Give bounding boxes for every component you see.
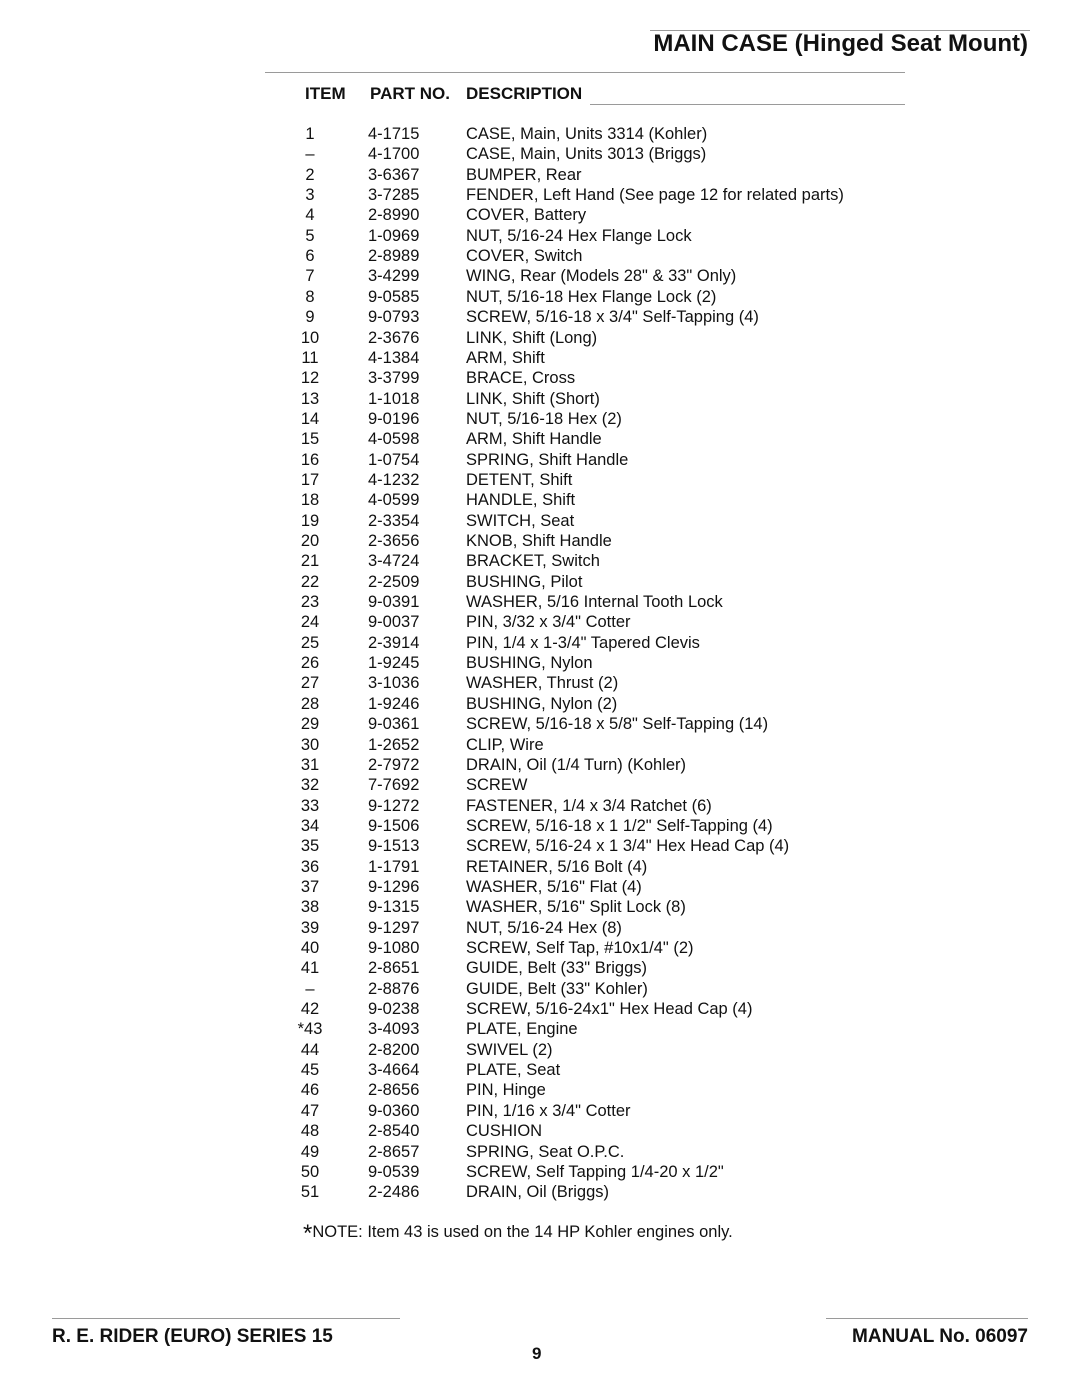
part-number: 1-0754 <box>368 450 420 469</box>
part-number: 2-8540 <box>368 1122 420 1141</box>
table-row <box>0 958 1080 978</box>
item-number: 50 <box>300 1162 320 1181</box>
item-number: 36 <box>300 857 320 876</box>
column-header-description: DESCRIPTION <box>466 84 583 103</box>
table-row <box>0 673 1080 693</box>
item-number: 46 <box>300 1081 320 1100</box>
part-description: PIN, 3/32 x 3/4" Cotter <box>466 613 631 632</box>
table-row <box>0 592 1080 612</box>
item-number: 22 <box>300 572 320 591</box>
item-number: 11 <box>301 348 319 367</box>
part-description: PIN, Hinge <box>466 1081 546 1100</box>
table-row <box>0 775 1080 795</box>
table-row <box>0 165 1080 185</box>
part-number: 9-1296 <box>368 877 420 896</box>
item-number: 45 <box>300 1061 320 1080</box>
part-description: SCREW, 5/16-18 x 5/8" Self-Tapping (14) <box>466 715 769 734</box>
table-row <box>0 511 1080 531</box>
table-row <box>0 735 1080 755</box>
part-description: BUSHING, Pilot <box>466 572 583 591</box>
item-number: 18 <box>300 491 320 510</box>
item-number: 33 <box>300 796 320 815</box>
table-row <box>0 226 1080 246</box>
item-number: 7 <box>305 267 315 286</box>
part-number: 3-4724 <box>368 552 420 571</box>
item-number: 6 <box>305 247 315 266</box>
table-row <box>0 470 1080 490</box>
part-number: 2-2486 <box>368 1183 420 1202</box>
item-number: 44 <box>300 1040 320 1059</box>
item-number: 28 <box>300 694 320 713</box>
item-number: 39 <box>300 918 320 937</box>
part-description: SPRING, Seat O.P.C. <box>466 1142 625 1161</box>
part-description: BUSHING, Nylon (2) <box>466 694 618 713</box>
part-description: NUT, 5/16-24 Hex (8) <box>466 918 622 937</box>
table-row <box>0 1121 1080 1141</box>
table-row <box>0 918 1080 938</box>
column-header-item: ITEM <box>305 84 346 103</box>
table-row <box>0 551 1080 571</box>
part-description: BRACE, Cross <box>466 369 576 388</box>
item-number: 1 <box>305 125 315 143</box>
column-headers <box>0 84 1080 106</box>
table-row <box>0 368 1080 388</box>
table-row <box>0 755 1080 775</box>
part-description: WASHER, Thrust (2) <box>466 674 619 693</box>
item-number: *43 <box>297 1020 323 1039</box>
part-description: NUT, 5/16-18 Hex (2) <box>466 409 622 428</box>
part-description: LINK, Shift (Short) <box>466 389 600 408</box>
table-row <box>0 694 1080 714</box>
part-description: NUT, 5/16-24 Hex Flange Lock <box>466 226 692 245</box>
part-number: 9-0391 <box>368 593 420 612</box>
table-row <box>0 144 1080 164</box>
part-description: HANDLE, Shift <box>466 491 576 510</box>
part-description: WING, Rear (Models 28" & 33" Only) <box>466 267 737 286</box>
item-number: 12 <box>300 369 320 388</box>
part-number: 9-0360 <box>368 1101 420 1120</box>
part-number: 2-8990 <box>368 206 420 225</box>
item-number: 3 <box>305 186 315 205</box>
item-number: 26 <box>300 654 320 673</box>
footer-rule-left <box>52 1318 400 1319</box>
footer-manual-number: MANUAL No. 06097 <box>852 1326 1028 1347</box>
item-number: 48 <box>300 1122 320 1141</box>
part-number: 3-4093 <box>368 1020 420 1039</box>
part-number: 9-1080 <box>368 939 420 957</box>
part-number: 2-8876 <box>368 979 420 998</box>
part-description: BRACKET, Switch <box>466 552 600 571</box>
table-row <box>0 246 1080 266</box>
item-number: 19 <box>300 511 320 530</box>
table-row <box>0 531 1080 551</box>
item-number: – <box>305 145 315 164</box>
table-row <box>0 796 1080 816</box>
table-row <box>0 124 1080 144</box>
item-number: 51 <box>300 1183 320 1202</box>
item-number: 30 <box>300 735 320 754</box>
table-row <box>0 897 1080 917</box>
table-row <box>0 409 1080 429</box>
part-number: 9-0361 <box>368 715 420 734</box>
item-number: 35 <box>300 837 320 856</box>
part-description: SCREW, 5/16-24x1" Hex Head Cap (4) <box>466 1000 753 1019</box>
part-description: CASE, Main, Units 3314 (Kohler) <box>466 125 708 143</box>
part-number: 1-1791 <box>368 857 420 876</box>
part-number: 9-0238 <box>368 1000 420 1019</box>
item-number: 16 <box>300 450 320 469</box>
item-number: 32 <box>300 776 320 795</box>
part-description: FASTENER, 1/4 x 3/4 Ratchet (6) <box>466 796 712 815</box>
part-number: 9-1513 <box>368 837 420 856</box>
table-row <box>0 328 1080 348</box>
item-number: – <box>305 979 315 998</box>
item-number: 25 <box>300 633 320 652</box>
table-row <box>0 1182 1080 1202</box>
part-number: 3-3799 <box>368 369 420 388</box>
part-number: 9-0037 <box>368 613 420 632</box>
item-number: 8 <box>305 287 315 306</box>
table-row <box>0 836 1080 856</box>
part-number: 1-9246 <box>368 694 420 713</box>
item-number: 49 <box>300 1142 320 1161</box>
table-row <box>0 205 1080 225</box>
part-description: CUSHION <box>466 1122 543 1141</box>
part-number: 4-1715 <box>368 125 420 143</box>
table-row <box>0 1040 1080 1060</box>
table-row <box>0 1080 1080 1100</box>
part-description: RETAINER, 5/16 Bolt (4) <box>466 857 648 876</box>
part-number: 1-0969 <box>368 226 420 245</box>
part-description: SPRING, Shift Handle <box>466 450 629 469</box>
page-number: 9 <box>532 1344 542 1363</box>
part-description: GUIDE, Belt (33" Kohler) <box>466 979 648 998</box>
table-row <box>0 429 1080 449</box>
part-description: COVER, Switch <box>466 247 583 266</box>
item-number: 9 <box>305 308 315 327</box>
part-number: 3-1036 <box>368 674 420 693</box>
part-description: SCREW, 5/16-18 x 1 1/2" Self-Tapping (4) <box>466 816 773 835</box>
part-number: 4-0598 <box>368 430 420 449</box>
table-row <box>0 633 1080 653</box>
table-row <box>0 1162 1080 1182</box>
table-row <box>0 857 1080 877</box>
table-row <box>0 816 1080 836</box>
part-description: SCREW <box>466 776 528 795</box>
part-number: 1-9245 <box>368 654 420 673</box>
part-description: DRAIN, Oil (Briggs) <box>466 1183 610 1202</box>
part-number: 9-0539 <box>368 1162 420 1181</box>
part-description: SCREW, 5/16-24 x 1 3/4" Hex Head Cap (4) <box>466 837 790 856</box>
part-number: 9-1297 <box>368 918 420 937</box>
page-title: MAIN CASE (Hinged Seat Mount) <box>653 30 1028 57</box>
part-number: 9-1506 <box>368 816 420 835</box>
part-number: 2-2509 <box>368 572 420 591</box>
part-description: PIN, 1/4 x 1-3/4" Tapered Clevis <box>466 633 700 652</box>
table-row <box>0 999 1080 1019</box>
item-number: 20 <box>300 532 320 550</box>
part-description: SWIVEL (2) <box>466 1040 553 1059</box>
table-row <box>0 877 1080 897</box>
item-number: 2 <box>305 165 315 184</box>
part-description: SCREW, Self Tap, #10x1/4" (2) <box>466 939 694 957</box>
item-number: 34 <box>300 816 320 835</box>
table-row <box>0 287 1080 307</box>
item-number: 37 <box>300 877 320 896</box>
item-number: 10 <box>300 328 320 347</box>
part-number: 2-3676 <box>368 328 420 347</box>
part-number: 3-7285 <box>368 186 420 205</box>
part-number: 9-0196 <box>368 409 420 428</box>
part-number: 2-3354 <box>368 511 420 530</box>
footer-series: R. E. RIDER (EURO) SERIES 15 <box>52 1326 333 1347</box>
part-number: 2-8656 <box>368 1081 420 1100</box>
item-number: 23 <box>300 593 320 612</box>
part-description: PIN, 1/16 x 3/4" Cotter <box>466 1101 631 1120</box>
table-row <box>0 185 1080 205</box>
table-row <box>0 612 1080 632</box>
item-number: 29 <box>300 715 320 734</box>
table-row <box>0 714 1080 734</box>
item-number: 27 <box>300 674 320 693</box>
part-number: 2-8651 <box>368 959 420 978</box>
header-rule <box>265 72 905 73</box>
item-number: 47 <box>300 1101 320 1120</box>
table-row <box>0 938 1080 958</box>
part-description: COVER, Battery <box>466 206 587 225</box>
part-description: ARM, Shift Handle <box>466 430 602 449</box>
part-number: 4-1232 <box>368 470 420 489</box>
part-description: CLIP, Wire <box>466 735 544 754</box>
part-description: CASE, Main, Units 3013 (Briggs) <box>466 145 707 164</box>
table-row <box>0 266 1080 286</box>
part-number: 1-1018 <box>368 389 420 408</box>
part-number: 2-3914 <box>368 633 420 652</box>
part-number: 4-1384 <box>368 348 420 367</box>
item-number: 40 <box>300 939 320 957</box>
part-description: NUT, 5/16-18 Hex Flange Lock (2) <box>466 287 717 306</box>
part-description: SCREW, 5/16-18 x 3/4" Self-Tapping (4) <box>466 308 759 327</box>
part-description: ARM, Shift <box>466 348 545 367</box>
part-description: PLATE, Engine <box>466 1020 578 1039</box>
item-number: 15 <box>300 430 320 449</box>
column-header-part-no: PART NO. <box>370 84 450 103</box>
part-number: 2-8657 <box>368 1142 420 1161</box>
part-number: 4-0599 <box>368 491 420 510</box>
part-description: WASHER, 5/16" Split Lock (8) <box>466 898 686 917</box>
table-row <box>0 572 1080 592</box>
part-description: GUIDE, Belt (33" Briggs) <box>466 959 647 978</box>
part-number: 4-1700 <box>368 145 420 164</box>
table-row <box>0 490 1080 510</box>
part-description: WASHER, 5/16" Flat (4) <box>466 877 642 896</box>
part-description: BUSHING, Nylon <box>466 654 593 673</box>
item-number: 42 <box>300 1000 320 1019</box>
item-number: 17 <box>300 470 320 489</box>
part-description: DETENT, Shift <box>466 470 573 489</box>
item-number: 21 <box>300 552 320 571</box>
footnote <box>303 1220 733 1248</box>
part-number: 9-1315 <box>368 898 420 917</box>
table-row <box>0 1060 1080 1080</box>
part-description: SWITCH, Seat <box>466 511 575 530</box>
part-number: 9-1272 <box>368 796 420 815</box>
item-number: 24 <box>300 613 320 632</box>
part-number: 2-3656 <box>368 532 420 550</box>
item-number: 38 <box>300 898 320 917</box>
table-row <box>0 307 1080 327</box>
part-description: BUMPER, Rear <box>466 165 582 184</box>
table-row <box>0 348 1080 368</box>
part-number: 3-4299 <box>368 267 420 286</box>
part-description: SCREW, Self Tapping 1/4-20 x 1/2" <box>466 1162 724 1181</box>
part-description: LINK, Shift (Long) <box>466 328 598 347</box>
footnote-asterisk: * <box>303 1220 313 1247</box>
part-number: 2-7972 <box>368 755 420 774</box>
part-number: 7-7692 <box>368 776 420 795</box>
part-description: FENDER, Left Hand (See page 12 for related parts) <box>466 186 844 205</box>
part-number: 3-4664 <box>368 1061 420 1080</box>
part-number: 9-0585 <box>368 287 420 306</box>
table-row <box>0 389 1080 409</box>
table-row <box>0 979 1080 999</box>
item-number: 14 <box>300 409 320 428</box>
table-row <box>0 653 1080 673</box>
part-description: KNOB, Shift Handle <box>466 532 612 550</box>
footnote-text: NOTE: Item 43 is used on the 14 HP Kohler engines only. <box>312 1223 733 1241</box>
part-number: 9-0793 <box>368 308 420 327</box>
item-number: 31 <box>300 755 320 774</box>
item-number: 5 <box>305 226 315 245</box>
table-row <box>0 1019 1080 1039</box>
table-row <box>0 1142 1080 1162</box>
part-description: WASHER, 5/16 Internal Tooth Lock <box>466 593 723 612</box>
part-number: 2-8989 <box>368 247 420 266</box>
item-number: 13 <box>300 389 320 408</box>
part-description: PLATE, Seat <box>466 1061 561 1080</box>
part-number: 2-8200 <box>368 1040 420 1059</box>
item-number: 41 <box>300 959 320 978</box>
footer-rule-right <box>826 1318 1028 1319</box>
part-number: 1-2652 <box>368 735 420 754</box>
item-number: 4 <box>305 206 315 225</box>
table-row <box>0 1101 1080 1121</box>
part-description: DRAIN, Oil (1/4 Turn) (Kohler) <box>466 755 687 774</box>
table-row <box>0 450 1080 470</box>
part-number: 3-6367 <box>368 165 420 184</box>
